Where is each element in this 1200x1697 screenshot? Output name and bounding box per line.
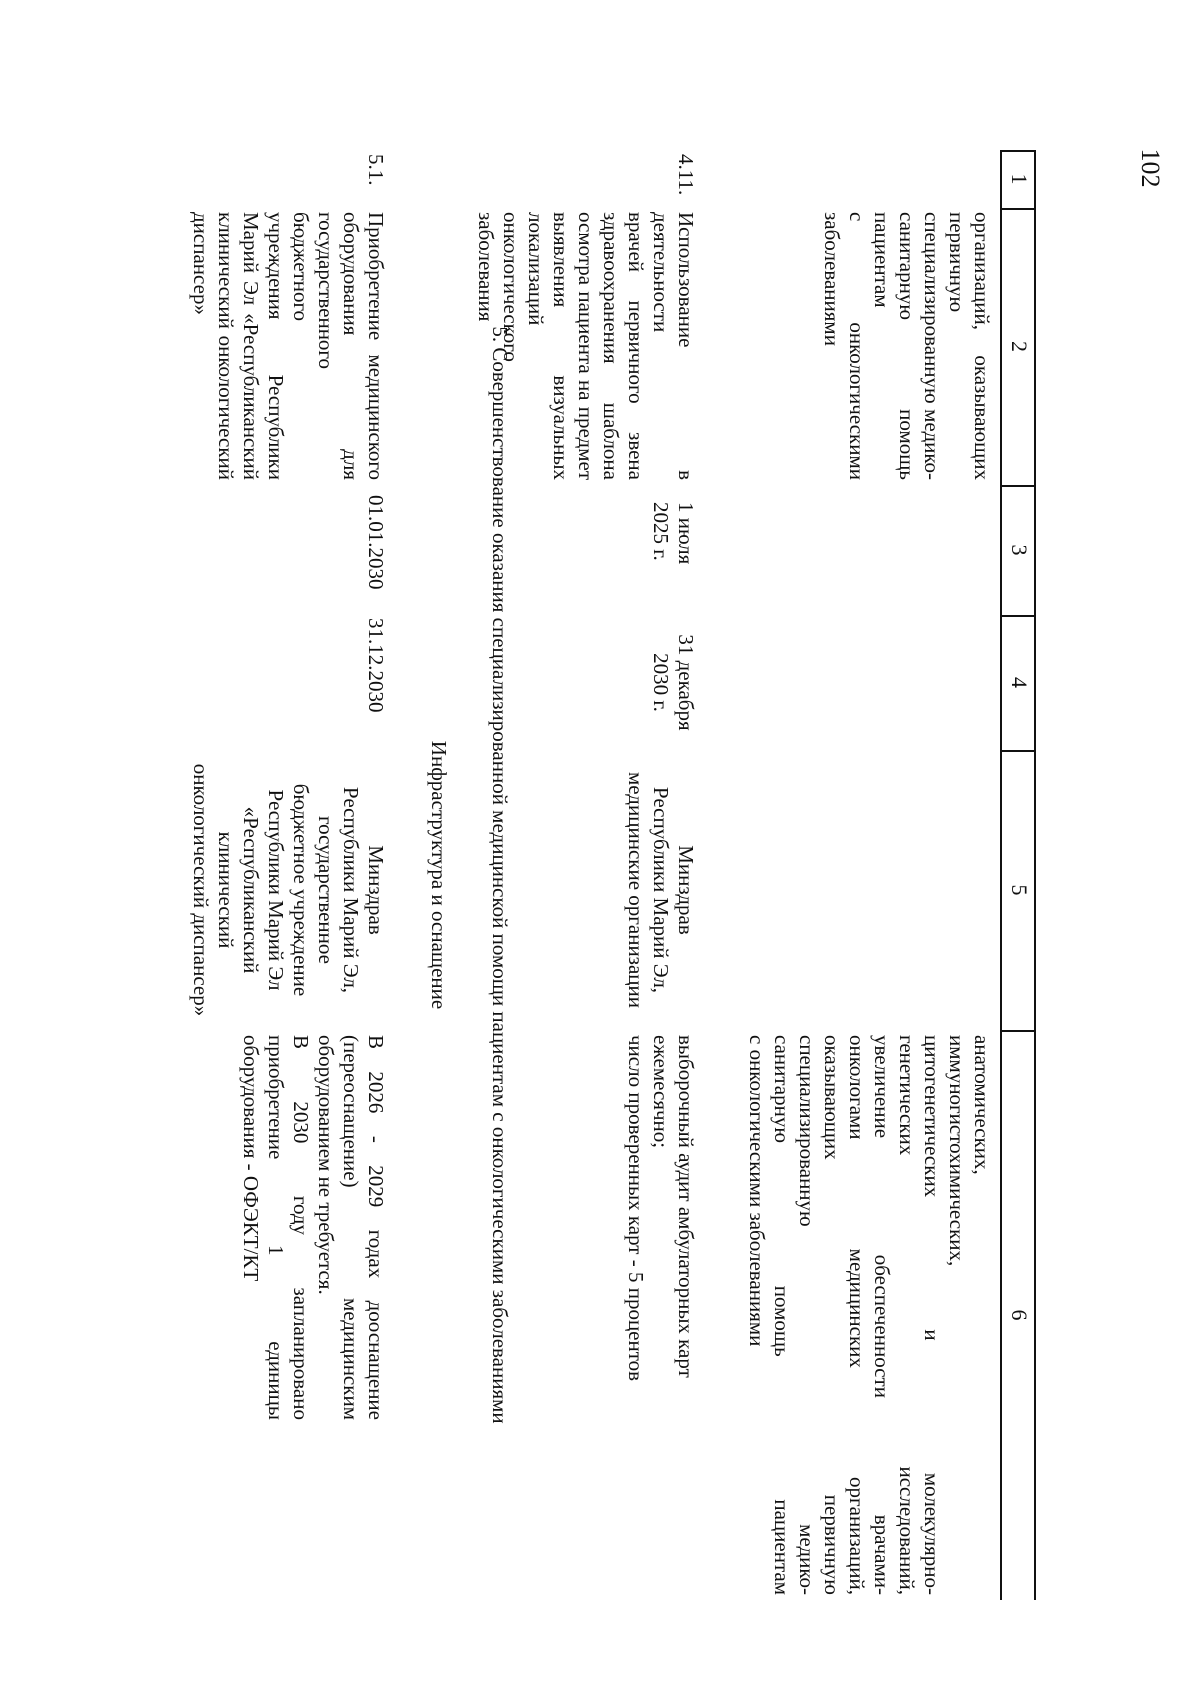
continued-row-description: организаций, оказывающих первичную специализированную медико- санитарную помощь пациентам с онкологическими заболеваниями — [820, 212, 994, 480]
subsection-title: Инфраструктура и оснащение — [427, 740, 451, 1010]
header-col-3: 3 — [1007, 544, 1032, 556]
row-4-11-description: Использование в деятельности врачей первичного звена здравоохранения шаблона осмотра пациента на предмет выявления визуальных локализаций онкологического заболевания — [474, 212, 698, 480]
rotated-table-page — [136, 150, 1036, 1600]
row-5-1-start-date: 01.01.2030 — [364, 495, 388, 590]
row-5-1-description: Приобретение медицинского оборудования для государственного бюджетного учреждения Республики Марий Эл «Республиканский клинический онкологический диспансер» — [189, 212, 388, 480]
row-4-11-result: выборочный аудит амбулаторных карт ежемесячно; число проверенных карт - 5 процентов — [624, 1035, 698, 1382]
header-col-1: 1 — [1007, 173, 1032, 185]
row-4-11-start-date: 1 июля 2025 г. — [649, 502, 698, 565]
row-5-1-end-date: 31.12.2030 — [364, 618, 388, 713]
section-5-title: 5. Совершенствование оказания специализированной медицинской помощи пациентам с онкологическими заболеваниями — [488, 326, 512, 1424]
row-4-11-number: 4.11. — [674, 154, 698, 196]
header-col-6: 6 — [1007, 1309, 1032, 1321]
continued-row-result: анатомических, иммуногистохимических, цитогенетических и молекулярно- генетических исследований, увеличение обеспеченности врачами- онкологами медицинских организаций, оказывающих первичную специализированную медико- санитарную помощь пациентам с онкологическими заболеваниями — [745, 1035, 994, 1595]
row-5-1-result: В 2026 - 2029 годах дооснащение (переоснащение) медицинским оборудованием не требуется. В 2030 году запланировано приобретение 1 единицы оборудования - ОФЭКТ/КТ — [239, 1035, 388, 1420]
row-4-11-end-date: 31 декабря 2030 г. — [649, 634, 698, 731]
header-col-5: 5 — [1007, 884, 1032, 896]
row-5-1-responsible: Минздрав Республики Марий Эл, государственное бюджетное учреждение Республики Марий Эл «Республиканский клинический онкологический диспансер» — [189, 763, 388, 1017]
header-col-4: 4 — [1007, 677, 1032, 688]
header-col-2: 2 — [1007, 341, 1032, 352]
row-4-11-responsible: Минздрав Республики Марий Эл, медицинские организации — [624, 771, 698, 1009]
row-5-1-number: 5.1. — [364, 154, 388, 186]
page-number: 102 — [1136, 148, 1165, 188]
